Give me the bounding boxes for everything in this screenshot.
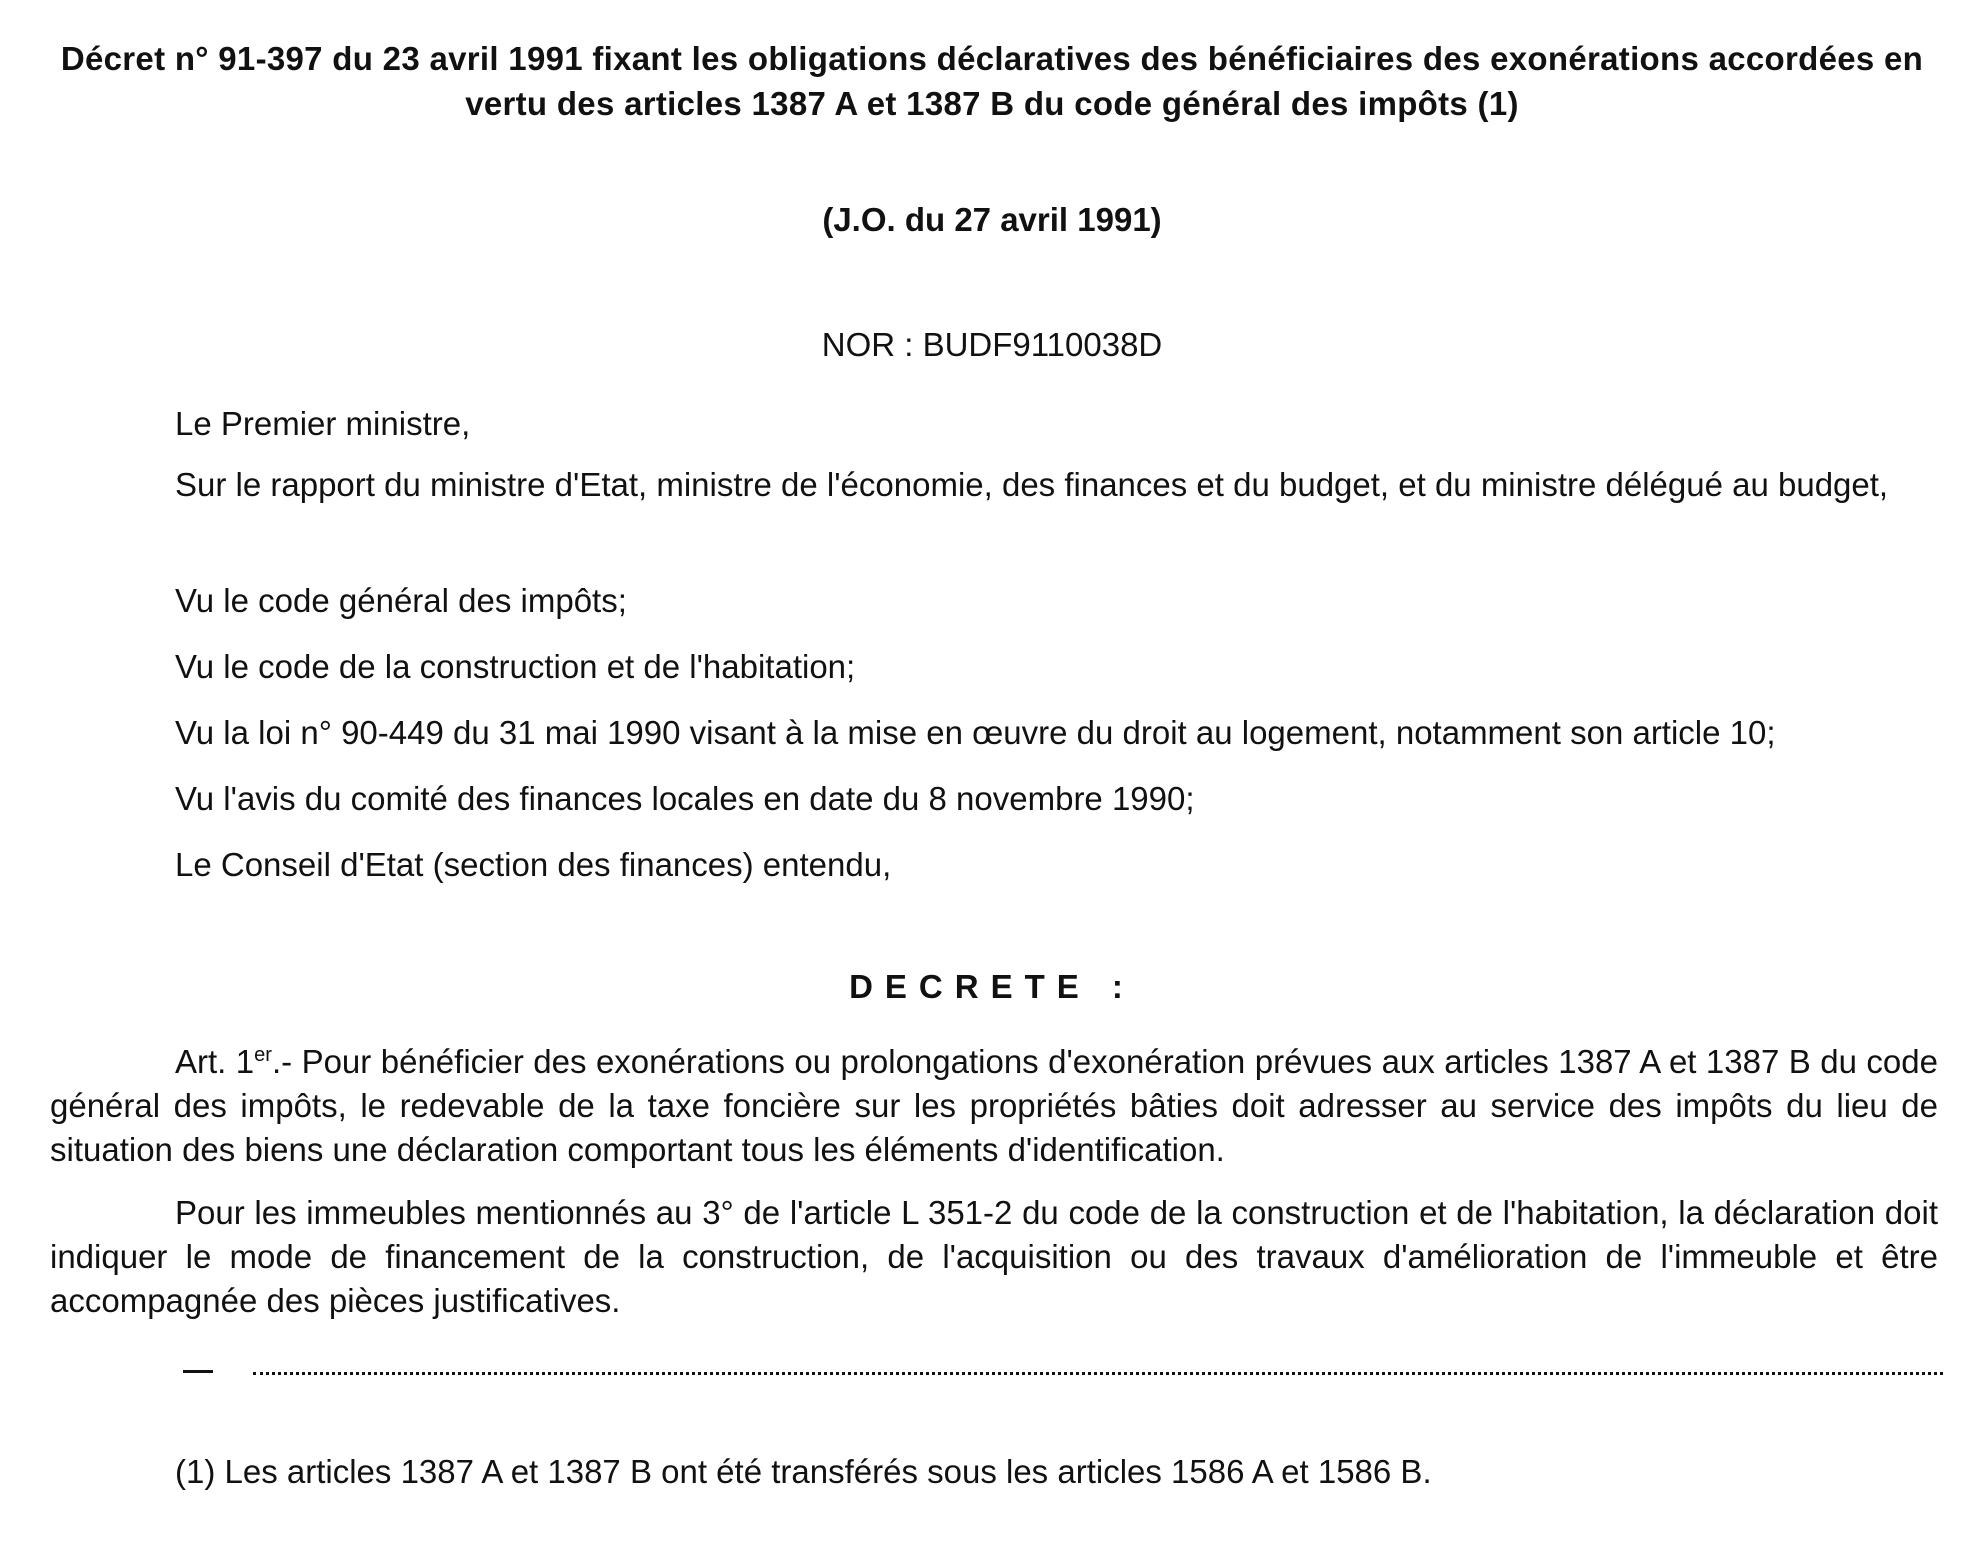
decrete-heading: DECRETE : — [849, 968, 1135, 1005]
publication-reference: (J.O. du 27 avril 1991) — [822, 201, 1162, 238]
preamble-conseil-etat: Le Conseil d'Etat (section des finances) entendu, — [175, 846, 892, 883]
separator-dash — [183, 1370, 213, 1373]
article-1-paragraph-2: Pour les immeubles mentionnés au 3° de l'article L 351-2 du code de la construction et de l'habitation, la déclaration doit indiquer le mode de financement de la construction, de l'acquisition ou des travaux d'amélioration de l'immeuble et être accompagnée des pièces justificatives. — [50, 1194, 1938, 1319]
article-1-paragraph-1 — [50, 1040, 1938, 1172]
separator-dots — [253, 1372, 1943, 1375]
separator-dotted-line — [183, 1358, 1943, 1388]
footnote: (1) Les articles 1387 A et 1387 B ont été transférés sous les articles 1586 A et 1586 B. — [175, 1453, 1432, 1490]
preamble-rapport: Sur le rapport du ministre d'Etat, ministre de l'économie, des finances et du budget, et du ministre délégué au budget, — [175, 466, 1889, 503]
preamble-vu-code-construction: Vu le code de la construction et de l'habitation; — [175, 648, 856, 685]
article-1-text: .- Pour bénéficier des exonérations ou prolongations d'exonération prévues aux articles 1387 A et 1387 B du code général des impôts, le redevable de la taxe foncière sur les propriétés bâties doit adresser au service des impôts du lieu de situation des biens une déclaration comportant tous les éléments d'identification. — [50, 1043, 1938, 1168]
preamble-premier-ministre: Le Premier ministre, — [175, 405, 471, 442]
preamble-vu-loi: Vu la loi n° 90-449 du 31 mai 1990 visant à la mise en œuvre du droit au logement, notamment son article 10; — [175, 714, 1776, 751]
nor-reference: NOR : BUDF9110038D — [821, 326, 1163, 363]
article-1-label-superscript: er — [254, 1044, 272, 1066]
decree-title: Décret n° 91-397 du 23 avril 1991 fixant les obligations déclaratives des bénéficiaires des exonérations accordées en vertu des articles 1387 A et 1387 B du code général des impôts (1) — [60, 40, 1924, 122]
article-1-label: Art. 1 — [175, 1043, 255, 1080]
preamble-vu-avis: Vu l'avis du comité des finances locales en date du 8 novembre 1990; — [175, 780, 1195, 817]
preamble-vu-code-impots: Vu le code général des impôts; — [175, 582, 627, 619]
